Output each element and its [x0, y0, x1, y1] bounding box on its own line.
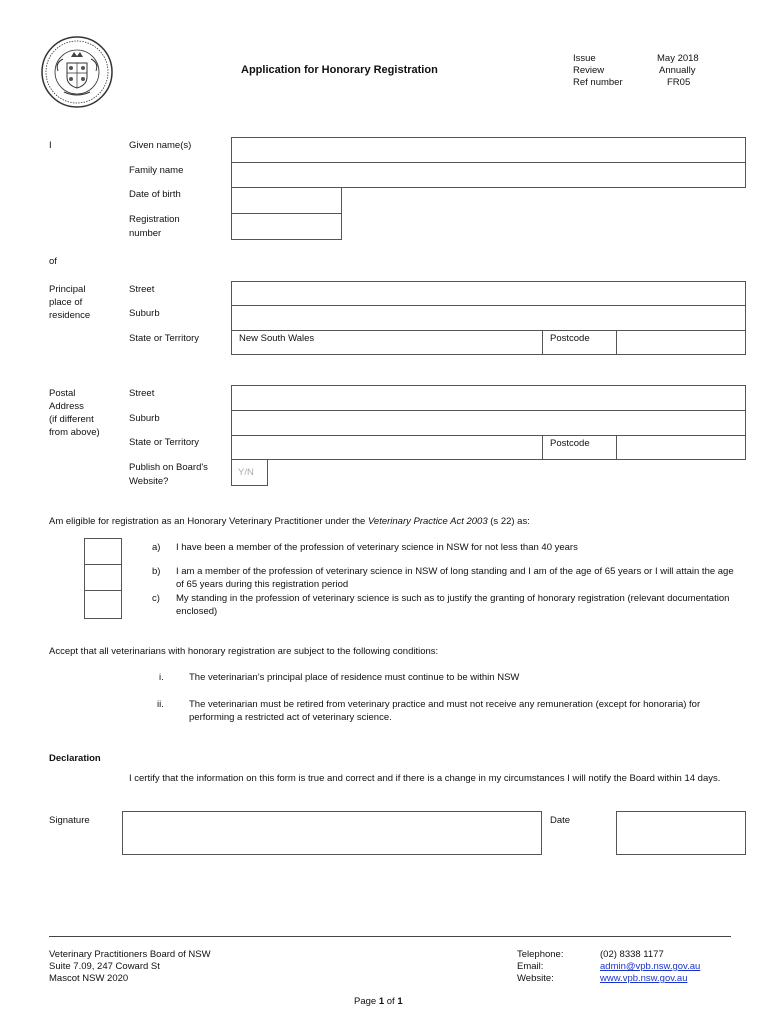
eligibility-option-b-letter: b) — [152, 566, 161, 577]
residence-street-label: Street — [129, 284, 155, 295]
postal-section-label-1: Postal — [49, 388, 76, 399]
meta-review-label: Review — [573, 65, 605, 76]
footer-email-label: Email: — [517, 961, 544, 972]
dob-field[interactable] — [231, 187, 342, 214]
postal-suburb-label: Suburb — [129, 413, 160, 424]
signature-label: Signature — [49, 815, 90, 826]
publish-label-line2: Website? — [129, 476, 169, 487]
of-label: of — [49, 256, 57, 267]
postal-street-field[interactable] — [231, 385, 746, 411]
declaration-heading: Declaration — [49, 753, 101, 764]
footer-org-line2: Suite 7.09, 247 Coward St — [49, 961, 160, 972]
publish-label-line1: Publish on Board's — [129, 462, 208, 473]
residence-section-label-2: place of — [49, 297, 83, 308]
eligibility-option-b-text: I am a member of the profession of veterinary science in NSW of long standing and I am of the age of 65 years or I will attain the age of 65 years during this registration period — [176, 566, 734, 590]
condition-ii-number: ii. — [157, 699, 164, 710]
footer-website-label: Website: — [517, 973, 554, 984]
page-current: 1 — [378, 996, 385, 1007]
eligibility-checkbox-b[interactable] — [84, 564, 122, 591]
postal-suburb-field[interactable] — [231, 410, 746, 436]
page-middle: of — [384, 996, 398, 1007]
residence-postcode-field[interactable] — [616, 330, 746, 355]
residence-state-field[interactable] — [231, 330, 543, 355]
residence-postcode-label-cell — [542, 330, 617, 355]
conditions-intro: Accept that all veterinarians with honorary registration are subject to the following conditions: — [49, 646, 439, 657]
dob-label: Date of birth — [129, 189, 181, 200]
eligibility-option-a-text: I have been a member of the profession of veterinary science in NSW for not less than 40 years — [176, 542, 578, 553]
residence-state-label: State or Territory — [129, 333, 200, 344]
residence-postcode-label: Postcode — [550, 333, 590, 344]
postal-street-label: Street — [129, 388, 155, 399]
meta-ref-label: Ref number — [573, 77, 623, 88]
date-field[interactable] — [616, 811, 746, 855]
condition-ii-text: The veterinarian must be retired from veterinary practice and must not receive any remuneration (except for honoraria) for performing a restricted act of veterinary science. — [189, 699, 701, 723]
applicant-section-label: I — [49, 140, 52, 151]
page-number — [354, 995, 403, 1008]
publish-yn-field[interactable] — [231, 459, 268, 486]
postal-state-label: State or Territory — [129, 437, 200, 448]
registration-number-field[interactable] — [231, 213, 342, 240]
registration-label-line1: Registration — [129, 214, 180, 225]
eligibility-act-name: Veterinary Practice Act 2003 — [367, 516, 488, 527]
eligibility-checkbox-a[interactable] — [84, 538, 122, 565]
postal-section-label-2: Address — [49, 401, 84, 412]
date-label: Date — [550, 815, 571, 826]
eligibility-option-c-letter: c) — [152, 593, 160, 604]
eligibility-option-a-letter: a) — [152, 542, 161, 553]
page-title: Application for Honorary Registration — [241, 64, 438, 76]
footer-telephone-value: (02) 8338 1177 — [600, 949, 664, 960]
eligibility-intro — [49, 515, 530, 528]
meta-issue-label: Issue — [573, 53, 596, 64]
registration-label-line2: number — [129, 228, 162, 239]
page-total: 1 — [397, 996, 403, 1007]
page-prefix: Page — [354, 996, 379, 1007]
residence-suburb-field[interactable] — [231, 305, 746, 331]
eligibility-checkbox-c[interactable] — [84, 590, 122, 619]
publish-yn-placeholder: Y/N — [238, 467, 254, 478]
condition-i-text: The veterinarian’s principal place of residence must continue to be within NSW — [189, 672, 520, 683]
given-names-label: Given name(s) — [129, 140, 192, 151]
residence-state-value: New South Wales — [239, 333, 315, 344]
residence-street-field[interactable] — [231, 281, 746, 306]
residence-section-label-1: Principal — [49, 284, 86, 295]
eligibility-intro-prefix: Am eligible for registration as an Honorary Veterinary Practitioner under the — [49, 516, 368, 527]
footer-website-link[interactable]: www.vpb.nsw.gov.au — [600, 973, 688, 984]
eligibility-intro-suffix: (s 22) as: — [487, 516, 530, 527]
eligibility-option-c-text: My standing in the profession of veterinary science is such as to justify the granting of honorary registration (relevant documentation enclosed) — [176, 593, 730, 617]
footer-org-line1: Veterinary Practitioners Board of NSW — [49, 949, 211, 960]
postal-section-label-4: from above) — [49, 427, 100, 438]
postal-postcode-field[interactable] — [616, 435, 746, 460]
postal-section-label-3: (if different — [49, 414, 94, 425]
footer-email-link[interactable]: admin@vpb.nsw.gov.au — [600, 961, 701, 972]
condition-i-number: i. — [159, 672, 164, 683]
declaration-text: I certify that the information on this form is true and correct and if there is a change in my circumstances I will notify the Board within 14 days. — [129, 773, 721, 784]
signature-field[interactable] — [122, 811, 542, 855]
family-name-field[interactable] — [231, 162, 746, 188]
postal-postcode-label: Postcode — [550, 438, 590, 449]
postal-postcode-label-cell — [542, 435, 617, 460]
footer-divider — [49, 936, 731, 937]
board-seal-logo — [40, 35, 114, 109]
given-names-field[interactable] — [231, 137, 746, 163]
footer-org-line3: Mascot NSW 2020 — [49, 973, 129, 984]
residence-suburb-label: Suburb — [129, 308, 160, 319]
meta-review-value: Annually — [659, 65, 696, 76]
footer-telephone-label: Telephone: — [517, 949, 564, 960]
postal-state-field[interactable] — [231, 435, 543, 460]
residence-section-label-3: residence — [49, 310, 91, 321]
family-name-label: Family name — [129, 165, 184, 176]
meta-ref-value: FR05 — [667, 77, 691, 88]
meta-issue-value: May 2018 — [657, 53, 699, 64]
